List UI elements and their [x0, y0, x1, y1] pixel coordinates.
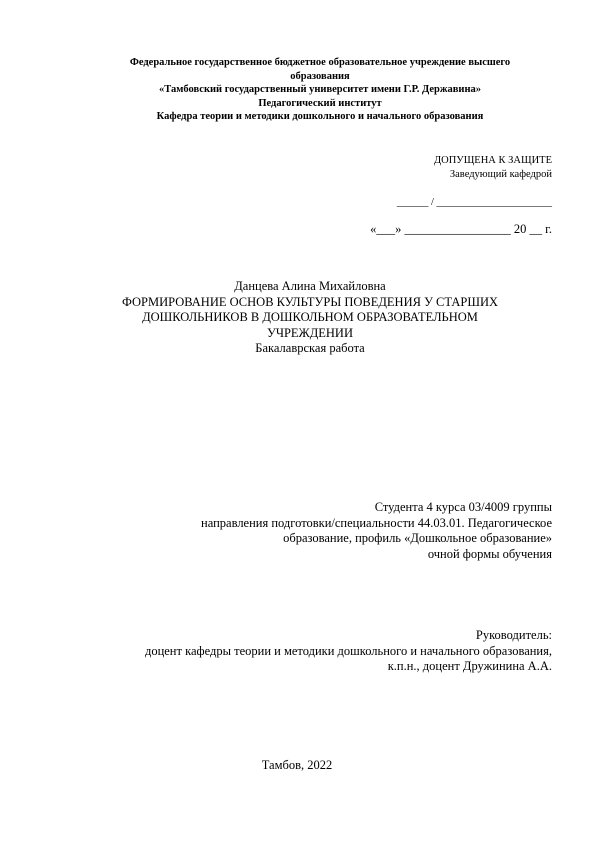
student-line: Студента 4 курса 03/4009 группы — [374, 500, 552, 514]
work-type: Бакалаврская работа — [255, 341, 365, 355]
signature-line: ______ / ______________________ — [396, 197, 552, 208]
approval-role: Заведующий кафедрой — [449, 168, 552, 180]
header-line: Педагогический институт — [258, 97, 382, 109]
author-name: Данцева Алина Михайловна — [234, 279, 386, 293]
supervisor-line: к.п.н., доцент Дружинина А.А. — [387, 659, 552, 673]
thesis-title-line: ФОРМИРОВАНИЕ ОСНОВ КУЛЬТУРЫ ПОВЕДЕНИЯ У СТАРШИХ — [121, 294, 499, 309]
city-year: Тамбов, 2022 — [261, 758, 333, 772]
supervisor-label: Руководитель: — [475, 628, 552, 642]
approval-block — [370, 154, 552, 236]
supervisor-line: доцент кафедры теории и методики дошкольного и начального образования, — [144, 643, 552, 658]
student-info — [32, 500, 552, 562]
supervisor-info — [32, 628, 552, 675]
student-line: образование, профиль «Дошкольное образование» — [283, 531, 552, 545]
header-line: образования — [290, 70, 350, 82]
approval-status: ДОПУЩЕНА К ЗАЩИТЕ — [433, 155, 552, 166]
header-line: Кафедра теории и методики дошкольного и начального образования — [156, 111, 484, 122]
student-line: направления подготовки/специальности 44.03.01. Педагогическое — [201, 515, 552, 530]
student-line: очной формы обучения — [427, 546, 552, 561]
thesis-title-line: ДОШКОЛЬНИКОВ В ДОШКОЛЬНОМ ОБРАЗОВАТЕЛЬНОМ — [142, 310, 478, 324]
header-line: Федеральное государственное бюджетное образовательное учреждение высшего — [129, 57, 511, 68]
date-line: «___» _________________ 20 __ г. — [370, 221, 552, 236]
header-line: «Тамбовский государственный университет имени Г.Р. Державина» — [159, 84, 481, 95]
thesis-title-line: УЧРЕЖДЕНИИ — [266, 325, 353, 340]
institution-header — [60, 56, 580, 124]
title-block — [40, 279, 580, 357]
